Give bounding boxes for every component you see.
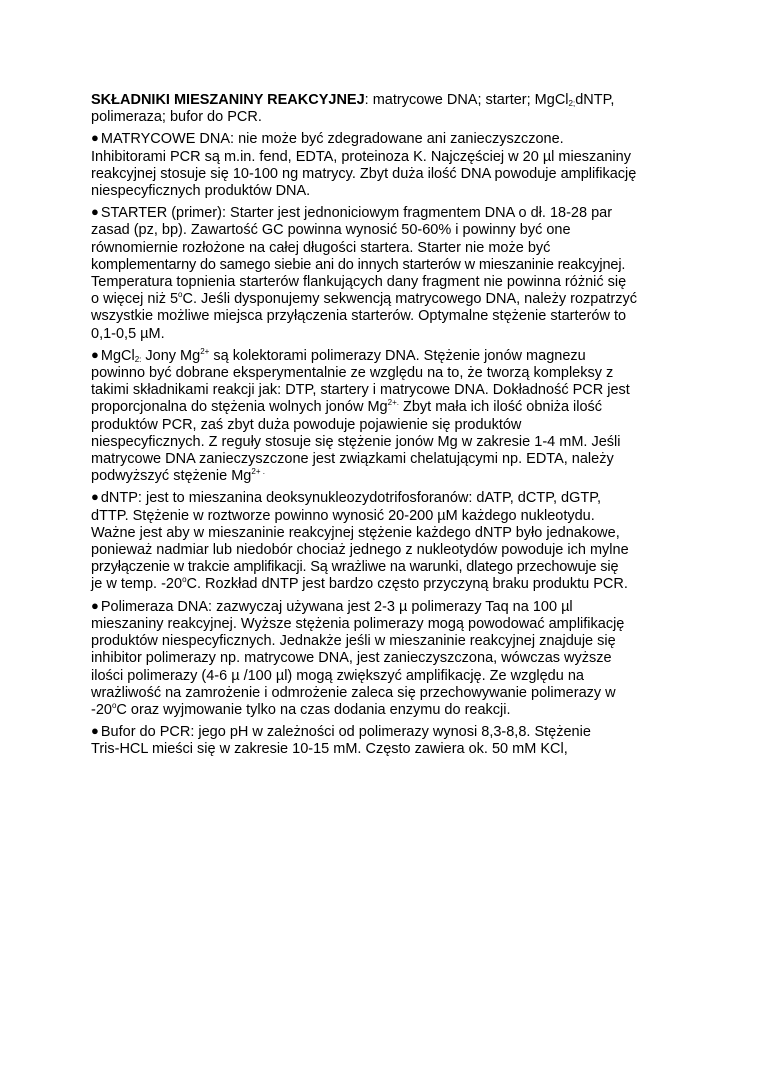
degree-sign: o (178, 290, 183, 300)
dntp-line-5: przyłączenie w trakcie amplifikacji. Są wrażliwe na warunki, dlatego przechowuje się (91, 559, 619, 576)
bullet-icon: ● (91, 130, 99, 146)
matrix-line-3: reakcyjnej stosuje się 10-100 ng matrycy. Zbyt duża ilość DNA powoduje amplifikację (91, 165, 637, 182)
starter-text: STARTER (primer): Starter jest jednoniciowym fragmentem DNA o dł. 18-28 par (100, 205, 613, 222)
bullet-icon: ● (91, 346, 99, 362)
matrix-line-2: Inhibitorami PCR są m.in. fend, EDTA, proteinoza K. Najczęściej w 20 µl mieszaniny (91, 148, 631, 165)
section-heading: SKŁADNIKI MIESZANINY REAKCYJNEJ (91, 92, 365, 108)
mgcl2-text-a: Jony Mg (141, 347, 201, 364)
buffer-line-1 (91, 723, 681, 741)
mgcl2-line-1 (91, 347, 681, 365)
superscript: 2+ (200, 346, 210, 356)
mgcl2-text-e: podwyższyć stężenie Mg (91, 468, 252, 485)
polymerase-text-a: -20 (91, 701, 112, 718)
mgcl2-label: MgCl (100, 347, 135, 364)
mgcl2-line-8 (91, 468, 681, 485)
superscript: 2+. (387, 398, 399, 408)
polymerase-text-b: C oraz wyjmowanie tylko na czas dodania enzymu do reakcji. (116, 701, 511, 718)
polymerase-line-2: mieszaniny reakcyjnej. Wyższe stężenia polimerazy mogą powodować amplifikację (91, 615, 625, 632)
superscript: 2+ . (251, 467, 265, 477)
dntp-text-b: C. Rozkład dNTP jest bardzo często przyczyną braku produktu PCR. (186, 576, 628, 593)
starter-paragraph (91, 204, 681, 343)
degree-sign: o (182, 575, 187, 585)
buffer-text: Bufor do PCR: jego pH w zależności od polimerazy wynosi 8,3-8,8. Stężenie (100, 724, 591, 741)
polymerase-line-6: wrażliwość na zamrożenie i odmrożenie zaleca się przechowywanie polimerazy w (91, 684, 616, 701)
bullet-icon: ● (91, 723, 99, 739)
starter-line-8: 0,1-0,5 µM. (91, 325, 165, 342)
degree-sign: o (111, 700, 117, 710)
starter-line-5: Temperatura topnienia starterów flankujących dany fragment nie powinna różnić się (91, 274, 627, 291)
dntp-line-4: ponieważ nadmiar lub niedobór chociaż jednego z nukleotydów powoduje ich mylne (91, 542, 629, 559)
mgcl2-text-b: są kolektorami polimerazy DNA. Stężenie jonów magnezu (209, 347, 586, 364)
intro-paragraph (91, 92, 681, 126)
bullet-icon: ● (91, 204, 99, 220)
subscript: 2; (568, 99, 576, 108)
mgcl2-text-d: Zbyt mała ich ilość obniża ilość (398, 399, 603, 416)
intro-line-1 (91, 92, 681, 109)
buffer-line-2: Tris-HCL mieści się w zakresie 10-15 mM. Często zawiera ok. 50 mM KCl, (91, 741, 568, 758)
starter-line-6 (91, 291, 681, 308)
dntp-paragraph (91, 489, 681, 593)
starter-line-4: komplementarny do samego siebie ani do innych starterów w mieszaninie reakcyjnej. (91, 256, 626, 273)
bullet-icon: ● (91, 489, 99, 505)
starter-line-1 (91, 204, 681, 222)
polymerase-line-4: inhibitor polimerazy np. matrycowe DNA, jest zanieczyszczona, wówczas wyższe (91, 650, 612, 667)
matrix-text: MATRYCOWE DNA: nie może być zdegradowane ani zanieczyszczone. (100, 131, 564, 148)
mgcl2-line-2: powinno być dobrane eksperymentalnie ze względu na to, że tworzą kompleksy z (91, 365, 614, 382)
mgcl2-line-6: niespecyficznych. Z reguły stosuje się stężenie jonów Mg w zakresie 1-4 mM. Jeśli (91, 433, 621, 450)
polymerase-line-5: ilości polimerazy (4-6 µ /100 µl) mogą zwiększyć amplifikację. Ze względu na (91, 667, 584, 684)
polymerase-line-7 (91, 702, 681, 719)
dntp-line-2: dTTP. Stężenie w roztworze powinno wynosić 20-200 µM każdego nukleotydu. (91, 507, 595, 524)
polymerase-paragraph (91, 598, 681, 719)
dntp-line-3: Ważne jest aby w mieszaninie reakcyjnej stężenie każdego dNTP było jednakowe, (91, 524, 620, 541)
dntp-text-a: je w temp. -20 (91, 576, 183, 593)
starter-line-7: wszystkie możliwe miejsca przyłączenia starterów. Optymalne stężenie starterów to (91, 308, 627, 325)
starter-text-b: C. Jeśli dysponujemy sekwencją matrycowego DNA, należy rozpatrzyć (182, 291, 638, 308)
polymerase-text: Polimeraza DNA: zazwyczaj używana jest 2-3 µ polimerazy Taq na 100 µl (100, 598, 573, 615)
mgcl2-line-3: takimi składnikami reakcji jak: DTP, startery i matrycowe DNA. Dokładność PCR jest (91, 382, 630, 399)
dntp-text: dNTP: jest to mieszanina deoksynukleozydotrifosforanów: dATP, dCTP, dGTP, (100, 490, 602, 507)
intro-line-2: polimeraza; bufor do PCR. (91, 109, 262, 126)
intro-text-tail: dNTP, (575, 92, 615, 108)
polymerase-line-3: produktów niespecyficznych. Jednakże jeśli w mieszaninie reakcyjnej znajduje się (91, 633, 616, 650)
matrix-line-1 (91, 130, 681, 148)
mgcl2-text-c: proporcjonalna do stężenia wolnych jonów Mg (91, 399, 388, 416)
dntp-line-1 (91, 489, 681, 507)
dntp-line-6 (91, 576, 681, 593)
mgcl2-paragraph (91, 347, 681, 486)
mgcl2-line-4 (91, 399, 681, 416)
mgcl2-line-7: matrycowe DNA zanieczyszczone jest związkami chelatującymi np. EDTA, należy (91, 451, 614, 468)
buffer-paragraph (91, 723, 681, 758)
matrix-dna-paragraph (91, 130, 681, 200)
matrix-line-4: niespecyficznych produktów DNA. (91, 183, 311, 200)
bullet-icon: ● (91, 597, 99, 613)
starter-line-3: równomiernie rozłożone na całej długości startera. Starter nie może być (91, 239, 551, 256)
document-body (91, 92, 681, 763)
mgcl2-line-5: produktów PCR, zaś zbyt duża powoduje pojawienie się produktów (91, 416, 522, 433)
intro-text: : matrycowe DNA; starter; MgCl (364, 92, 569, 108)
starter-line-2: zasad (pz, bp). Zawartość GC powinna wynosić 50-60% i powinny być one (91, 222, 571, 239)
subscript: 2: (134, 354, 142, 364)
polymerase-line-1 (91, 598, 681, 616)
starter-text-a: o więcej niż 5 (91, 291, 179, 308)
